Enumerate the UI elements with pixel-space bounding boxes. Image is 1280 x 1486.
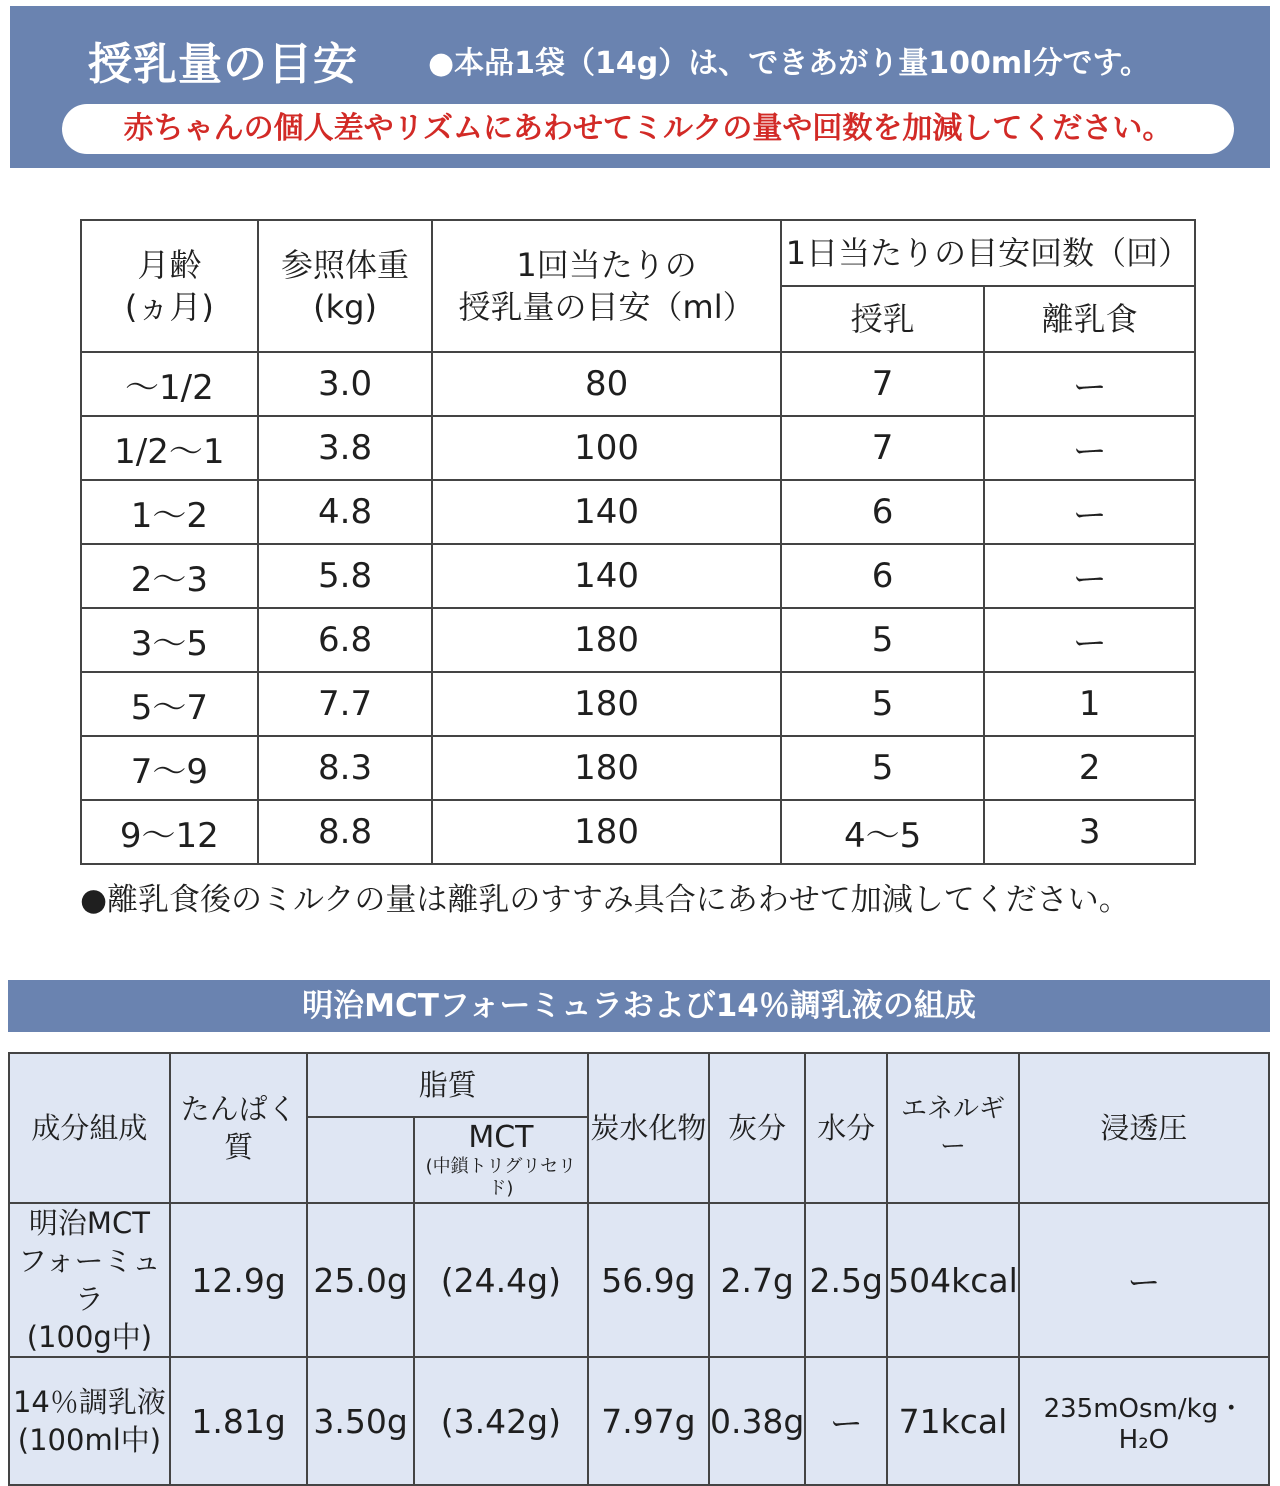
weaning-cell: ー (984, 352, 1195, 416)
table-row (81, 416, 1195, 480)
composition-row (9, 1203, 1269, 1357)
age-cell: 5～7 (81, 672, 258, 736)
nursing-cell: 5 (781, 672, 985, 736)
header-energy: エネルギー (887, 1053, 1019, 1203)
label-cell: 14％調乳液 (100ml中) (9, 1357, 170, 1485)
weight-cell: 6.8 (258, 608, 433, 672)
composition-title: 明治MCTフォーミュラおよび14％調乳液の組成 (302, 988, 976, 1024)
weaning-cell: 3 (984, 800, 1195, 864)
mct-cell: (24.4g) (414, 1203, 588, 1357)
amount-cell: 180 (432, 672, 780, 736)
table-row (81, 608, 1195, 672)
amount-cell: 180 (432, 800, 780, 864)
carbs-cell: 56.9g (588, 1203, 709, 1357)
age-cell: 3～5 (81, 608, 258, 672)
nursing-cell: 4～5 (781, 800, 985, 864)
amount-cell: 80 (432, 352, 780, 416)
weight-cell: 8.3 (258, 736, 433, 800)
table-row (81, 800, 1195, 864)
header-osmotic: 浸透圧 (1019, 1053, 1269, 1203)
warning-text: 赤ちゃんの個人差やリズムにあわせてミルクの量や回数を加減してください。 (123, 111, 1173, 146)
header-age: 月齢 (ヵ月) (81, 220, 258, 352)
fat-cell: 3.50g (307, 1357, 414, 1485)
amount-cell: 100 (432, 416, 780, 480)
osmotic-cell: 235mOsm/kg・H₂O (1019, 1357, 1269, 1485)
header-water: 水分 (805, 1053, 887, 1203)
header-ash: 灰分 (709, 1053, 805, 1203)
age-cell: 7～9 (81, 736, 258, 800)
water-cell: ー (805, 1357, 887, 1485)
header-mct (414, 1117, 588, 1203)
weight-cell: 3.0 (258, 352, 433, 416)
weight-cell: 8.8 (258, 800, 433, 864)
weaning-cell: 1 (984, 672, 1195, 736)
age-cell: 1/2～1 (81, 416, 258, 480)
header-banner (10, 6, 1270, 168)
header-weight: 参照体重 (kg) (258, 220, 433, 352)
header-protein: たんぱく質 (170, 1053, 307, 1203)
age-cell: 2～3 (81, 544, 258, 608)
protein-cell: 12.9g (170, 1203, 307, 1357)
amount-cell: 180 (432, 736, 780, 800)
header-fat: 脂質 (307, 1053, 588, 1117)
weaning-cell: 2 (984, 736, 1195, 800)
table-row (81, 672, 1195, 736)
header-fat-blank (307, 1117, 414, 1203)
age-cell: 1～2 (81, 480, 258, 544)
energy-cell: 71kcal (887, 1357, 1019, 1485)
nursing-cell: 7 (781, 352, 985, 416)
weight-cell: 7.7 (258, 672, 433, 736)
water-cell: 2.5g (805, 1203, 887, 1357)
footnote: ●離乳食後のミルクの量は離乳のすすみ具合にあわせて加減してください。 (80, 882, 1130, 918)
feeding-table-body (81, 352, 1195, 864)
table-row (81, 352, 1195, 416)
table-row (81, 736, 1195, 800)
nursing-cell: 7 (781, 416, 985, 480)
protein-cell: 1.81g (170, 1357, 307, 1485)
header-weaning: 離乳食 (984, 286, 1195, 352)
ash-cell: 0.38g (709, 1357, 805, 1485)
mct-cell: (3.42g) (414, 1357, 588, 1485)
energy-cell: 504kcal (887, 1203, 1019, 1357)
mct-label: MCT (468, 1120, 534, 1155)
nursing-cell: 5 (781, 736, 985, 800)
label-cell: 明治MCT フォーミュラ (100g中) (9, 1203, 170, 1357)
weaning-cell: ー (984, 608, 1195, 672)
page-title: 授乳量の目安 (88, 39, 358, 90)
table-row (81, 544, 1195, 608)
header-amount: 1回当たりの 授乳量の目安（ml） (432, 220, 780, 352)
composition-row (9, 1357, 1269, 1485)
composition-table (8, 1052, 1270, 1486)
weaning-cell: ー (984, 480, 1195, 544)
weight-cell: 4.8 (258, 480, 433, 544)
nursing-cell: 6 (781, 544, 985, 608)
composition-title-band (8, 980, 1270, 1032)
header-carbs: 炭水化物 (588, 1053, 709, 1203)
mct-sublabel: (中鎖トリグリセリド) (425, 1156, 577, 1199)
nursing-cell: 6 (781, 480, 985, 544)
osmotic-cell: ー (1019, 1203, 1269, 1357)
table-row (81, 480, 1195, 544)
package-note: ●本品1袋（14g）は、できあがり量100ml分です。 (428, 46, 1151, 81)
amount-cell: 140 (432, 480, 780, 544)
nursing-cell: 5 (781, 608, 985, 672)
amount-cell: 140 (432, 544, 780, 608)
amount-cell: 180 (432, 608, 780, 672)
feeding-guide-table (80, 219, 1196, 865)
age-cell: ～1/2 (81, 352, 258, 416)
carbs-cell: 7.97g (588, 1357, 709, 1485)
weight-cell: 5.8 (258, 544, 433, 608)
ash-cell: 2.7g (709, 1203, 805, 1357)
weaning-cell: ー (984, 544, 1195, 608)
age-cell: 9～12 (81, 800, 258, 864)
weaning-cell: ー (984, 416, 1195, 480)
fat-cell: 25.0g (307, 1203, 414, 1357)
composition-table-body (9, 1203, 1269, 1485)
warning-pill (62, 104, 1234, 154)
header-component: 成分組成 (9, 1053, 170, 1203)
header-daily: 1日当たりの目安回数（回） (781, 220, 1195, 286)
weight-cell: 3.8 (258, 416, 433, 480)
header-nursing: 授乳 (781, 286, 985, 352)
